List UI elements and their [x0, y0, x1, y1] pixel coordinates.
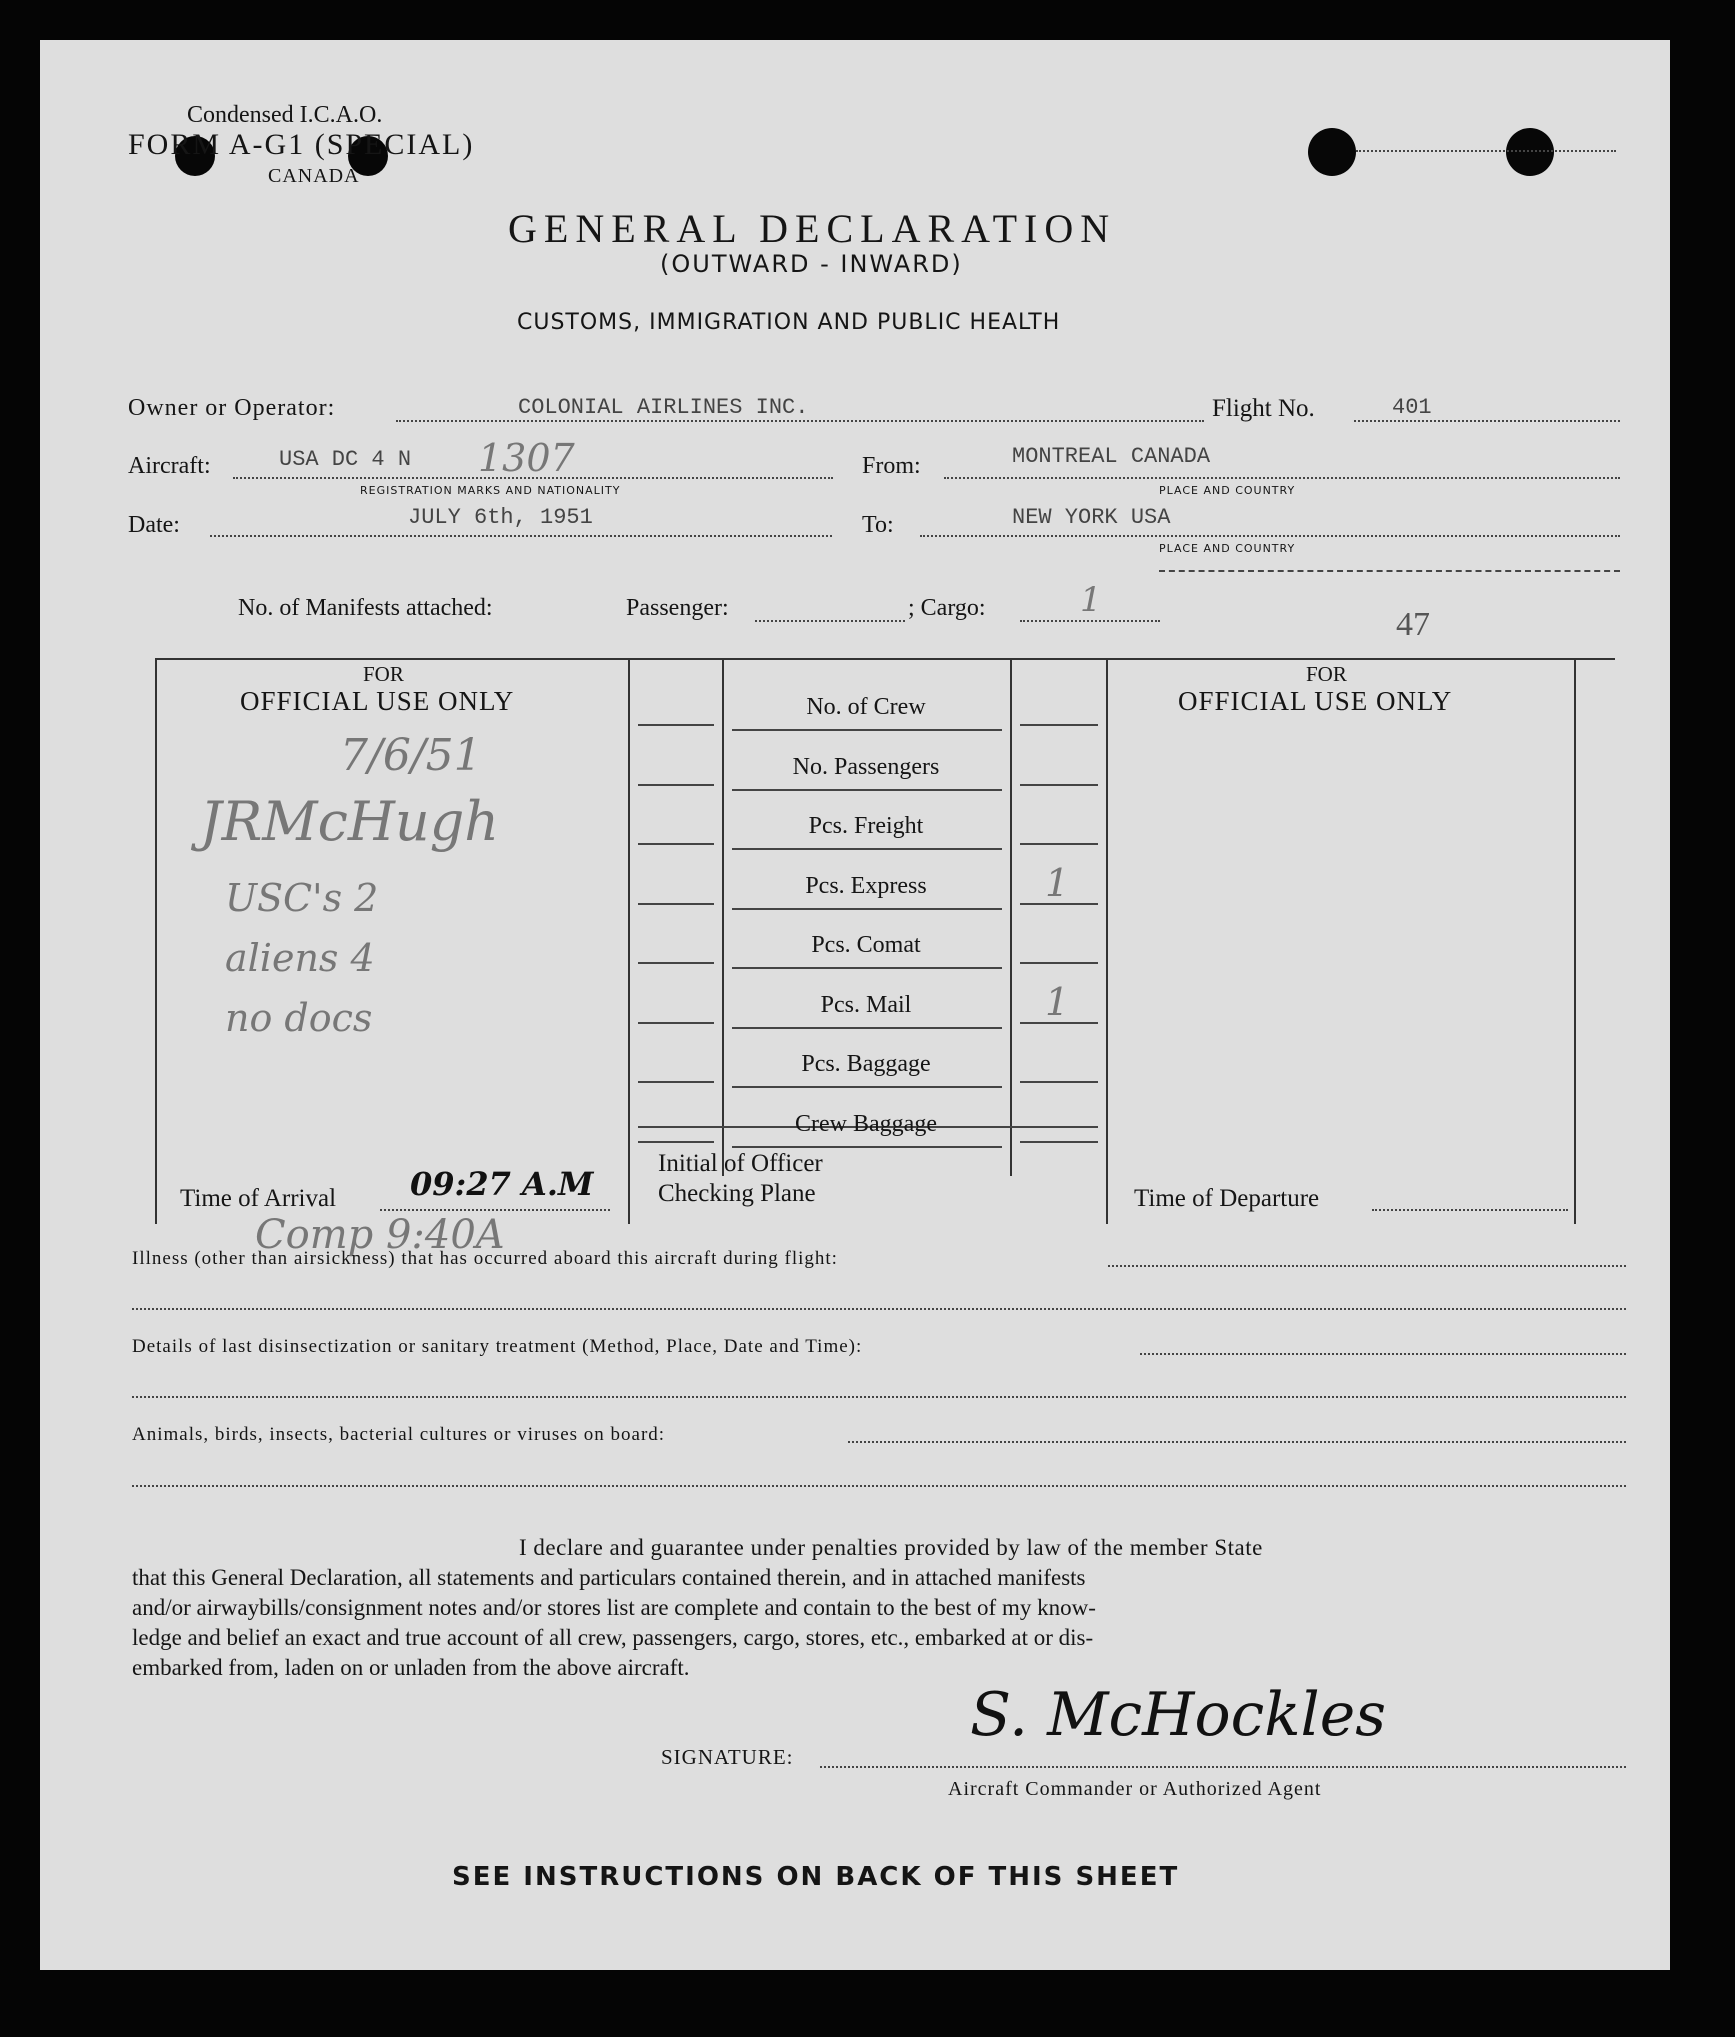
count-left-field[interactable]	[638, 843, 714, 845]
count-right-value: 1	[1045, 860, 1070, 905]
to-label: To:	[862, 512, 894, 538]
count-right-field[interactable]	[1020, 843, 1098, 845]
footer-instructions: SEE INSTRUCTIONS ON BACK OF THIS SHEET	[452, 1862, 1180, 1892]
aircraft-label: Aircraft:	[128, 453, 211, 479]
passenger-manifest-label: Passenger:	[626, 595, 729, 621]
owner-label: Owner or Operator:	[128, 395, 336, 421]
signature-caption: Aircraft Commander or Authorized Agent	[948, 1778, 1322, 1800]
to-value: NEW YORK USA	[1012, 505, 1171, 530]
count-label: Pcs. Baggage	[801, 1051, 931, 1077]
count-right-value: 1	[1045, 979, 1070, 1024]
count-label: No. Passengers	[792, 753, 940, 780]
count-left-field[interactable]	[638, 1081, 714, 1083]
owner-value: COLONIAL AIRLINES INC.	[518, 395, 809, 420]
condensed-label: Condensed I.C.A.O.	[187, 102, 383, 128]
signature-label: SIGNATURE:	[661, 1745, 794, 1769]
declaration-line-5: embarked from, laden on or unladen from the above aircraft.	[132, 1655, 690, 1680]
official-note-line3: no docs	[225, 996, 373, 1040]
count-left-field[interactable]	[638, 1022, 714, 1024]
from-value: MONTREAL CANADA	[1012, 444, 1211, 469]
official-note-line2: aliens 4	[225, 936, 375, 980]
official-note-date: 7/6/51	[340, 730, 482, 781]
official-left-for: FOR	[363, 662, 404, 686]
count-right-field[interactable]	[1020, 1141, 1098, 1143]
from-label: From:	[862, 453, 921, 479]
aircraft-handwritten: 1307	[478, 436, 575, 480]
from-caption: PLACE AND COUNTRY	[1159, 484, 1296, 497]
count-right-field[interactable]	[1020, 1081, 1098, 1083]
date-label: Date:	[128, 512, 180, 538]
official-right-for: FOR	[1306, 662, 1347, 686]
count-left-field[interactable]	[638, 903, 714, 905]
arrival-label: Time of Arrival	[180, 1185, 337, 1212]
form-country: CANADA	[268, 165, 360, 187]
count-right-field[interactable]	[1020, 962, 1098, 964]
declaration-form	[40, 40, 1670, 1970]
count-left-field[interactable]	[638, 962, 714, 964]
count-left-field[interactable]	[638, 1141, 714, 1143]
punch-hole	[1506, 128, 1554, 176]
count-label: Pcs. Comat	[811, 932, 921, 958]
official-right-title: OFFICIAL USE ONLY	[1178, 686, 1453, 716]
punch-hole	[1308, 128, 1356, 176]
manifests-label: No. of Manifests attached:	[238, 595, 493, 621]
registration-caption: REGISTRATION MARKS AND NATIONALITY	[360, 484, 621, 497]
cargo-manifest-value: 1	[1080, 580, 1102, 620]
to-caption: PLACE AND COUNTRY	[1159, 542, 1296, 555]
flight-label: Flight No.	[1212, 395, 1315, 422]
comp-note: Comp 9:40A	[255, 1212, 505, 1258]
declaration-line-2: that this General Declaration, all statements and particulars contained therein, and in attached manifests	[132, 1565, 1086, 1590]
page-subject: CUSTOMS, IMMIGRATION AND PUBLIC HEALTH	[517, 310, 1061, 335]
arrival-value: 09:27 A.M	[410, 1165, 594, 1203]
page-title: GENERAL DECLARATION	[508, 206, 1117, 251]
manifest-number: 47	[1396, 606, 1430, 643]
count-label: Pcs. Mail	[820, 991, 912, 1018]
aircraft-value: USA DC 4 N	[279, 447, 412, 472]
official-left-title: OFFICIAL USE ONLY	[240, 686, 515, 716]
page-subtitle: (OUTWARD - INWARD)	[660, 250, 963, 278]
flight-value: 401	[1392, 395, 1432, 420]
count-left-field[interactable]	[638, 784, 714, 786]
form-number: FORM A-G1 (SPECIAL)	[128, 128, 475, 161]
date-value: JULY 6th, 1951	[408, 505, 593, 530]
officer-label-2: Checking Plane	[658, 1180, 816, 1207]
animals-label: Animals, birds, insects, bacterial cultures or viruses on board:	[132, 1424, 666, 1445]
count-left-field[interactable]	[638, 724, 714, 726]
cargo-manifest-label: ; Cargo:	[908, 595, 986, 621]
signature-handwritten: S. McHockles	[970, 1680, 1387, 1750]
departure-label: Time of Departure	[1134, 1185, 1320, 1212]
count-label: No. of Crew	[806, 694, 926, 720]
count-label: Pcs. Freight	[808, 813, 924, 839]
illness-label: Illness (other than airsickness) that has occurred aboard this aircraft during flight:	[132, 1248, 838, 1269]
count-right-field[interactable]	[1020, 784, 1098, 786]
officer-label-1: Initial of Officer	[658, 1150, 823, 1177]
declaration-line-4: ledge and belief an exact and true account of all crew, passengers, cargo, stores, etc., embarked at or dis-	[132, 1625, 1094, 1650]
disinsect-label: Details of last disinsectization or sanitary treatment (Method, Place, Date and Time):	[132, 1336, 863, 1357]
count-label: Crew Baggage	[795, 1110, 937, 1137]
count-right-field[interactable]	[1020, 724, 1098, 726]
count-label: Pcs. Express	[805, 872, 927, 899]
official-note-name: JRMcHugh	[200, 790, 500, 853]
declaration-line-1: I declare and guarantee under penalties provided by law of the member State	[519, 1535, 1263, 1560]
official-note-line1: USC's 2	[225, 876, 379, 920]
declaration-line-3: and/or airwaybills/consignment notes and/or stores list are complete and contain to the best of my know-	[132, 1595, 1096, 1620]
